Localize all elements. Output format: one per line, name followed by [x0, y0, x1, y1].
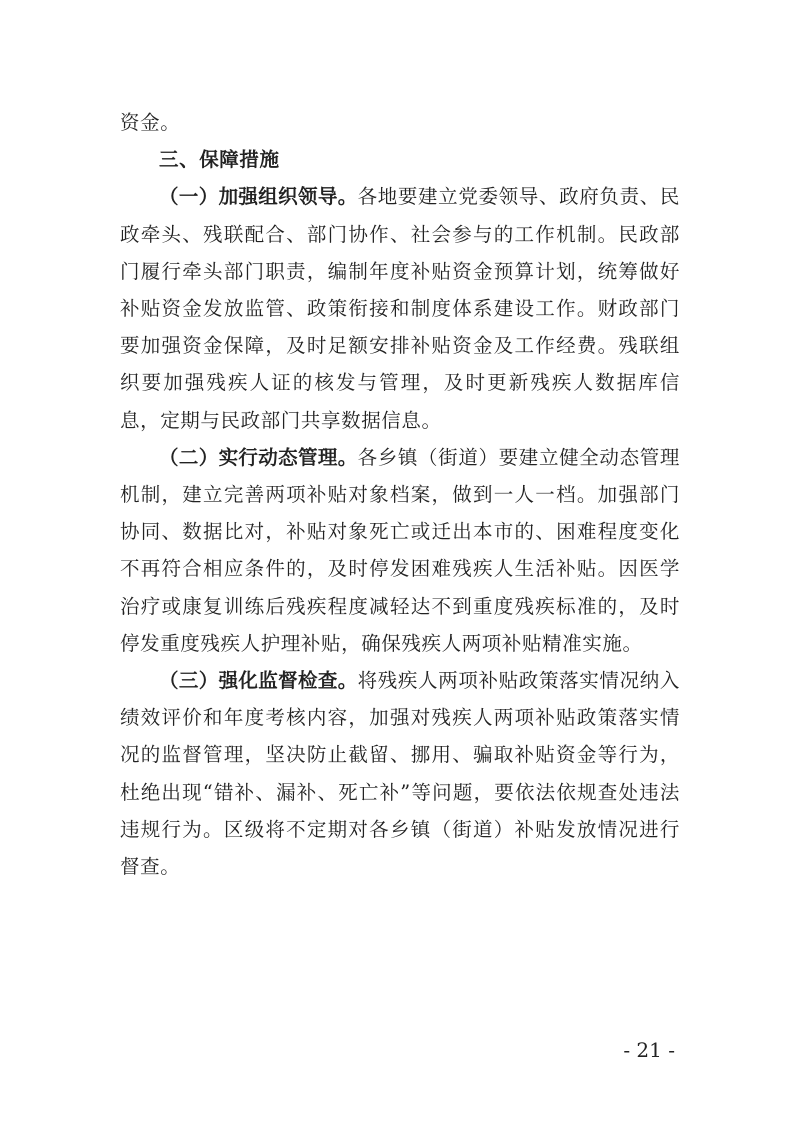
paragraph-dynamic-management	[120, 439, 680, 662]
section-heading: 三、保障措施	[159, 148, 280, 172]
paragraph-text: 各乡镇（街道）要建立健全动态管理机制，建立完善两项补贴对象档案，做到一人一档。加强部门协同、数据比对，补贴对象死亡或迁出本市的、困难程度变化不再符合相应条件的，及时停发困难残疾人生活补贴。因医学治疗或康复训练后残疾程度减轻达不到重度残疾标准的，及时停发重度残疾人护理补贴，确保残疾人两项补贴精准实施。	[120, 445, 680, 655]
paragraph-text: 将残疾人两项补贴政策落实情况纳入绩效评价和年度考核内容，加强对残疾人两项补贴政策落实情况的监督管理，坚决防止截留、挪用、骗取补贴资金等行为，杜绝出现“错补、漏补、死亡补”等问题，要依法依规查处违法违规行为。区级将不定期对各乡镇（街道）补贴发放情况进行督查。	[120, 669, 680, 879]
paragraph-lead: （一）加强组织领导。	[159, 185, 358, 209]
paragraph-text: 各地要建立党委领导、政府负责、民政牵头、残联配合、部门协作、社会参与的工作机制。民政部门履行牵头部门职责，编制年度补贴资金预算计划，统筹做好补贴资金发放监管、政策衔接和制度体系建设工作。财政部门要加强资金保障，及时足额安排补贴资金及工作经费。残联组织要加强残疾人证的核发与管理，及时更新残疾人数据库信息，定期与民政部门共享数据信息。	[120, 185, 680, 432]
page-number: - 21 -	[623, 1038, 675, 1062]
paragraph-supervision	[120, 662, 680, 885]
paragraph-organization	[120, 178, 680, 438]
document-body	[120, 104, 680, 885]
continuation-text: 资金。	[120, 111, 181, 134]
paragraph-lead: （三）强化监督检查。	[159, 669, 358, 693]
paragraph-lead: （二）实行动态管理。	[159, 445, 358, 469]
